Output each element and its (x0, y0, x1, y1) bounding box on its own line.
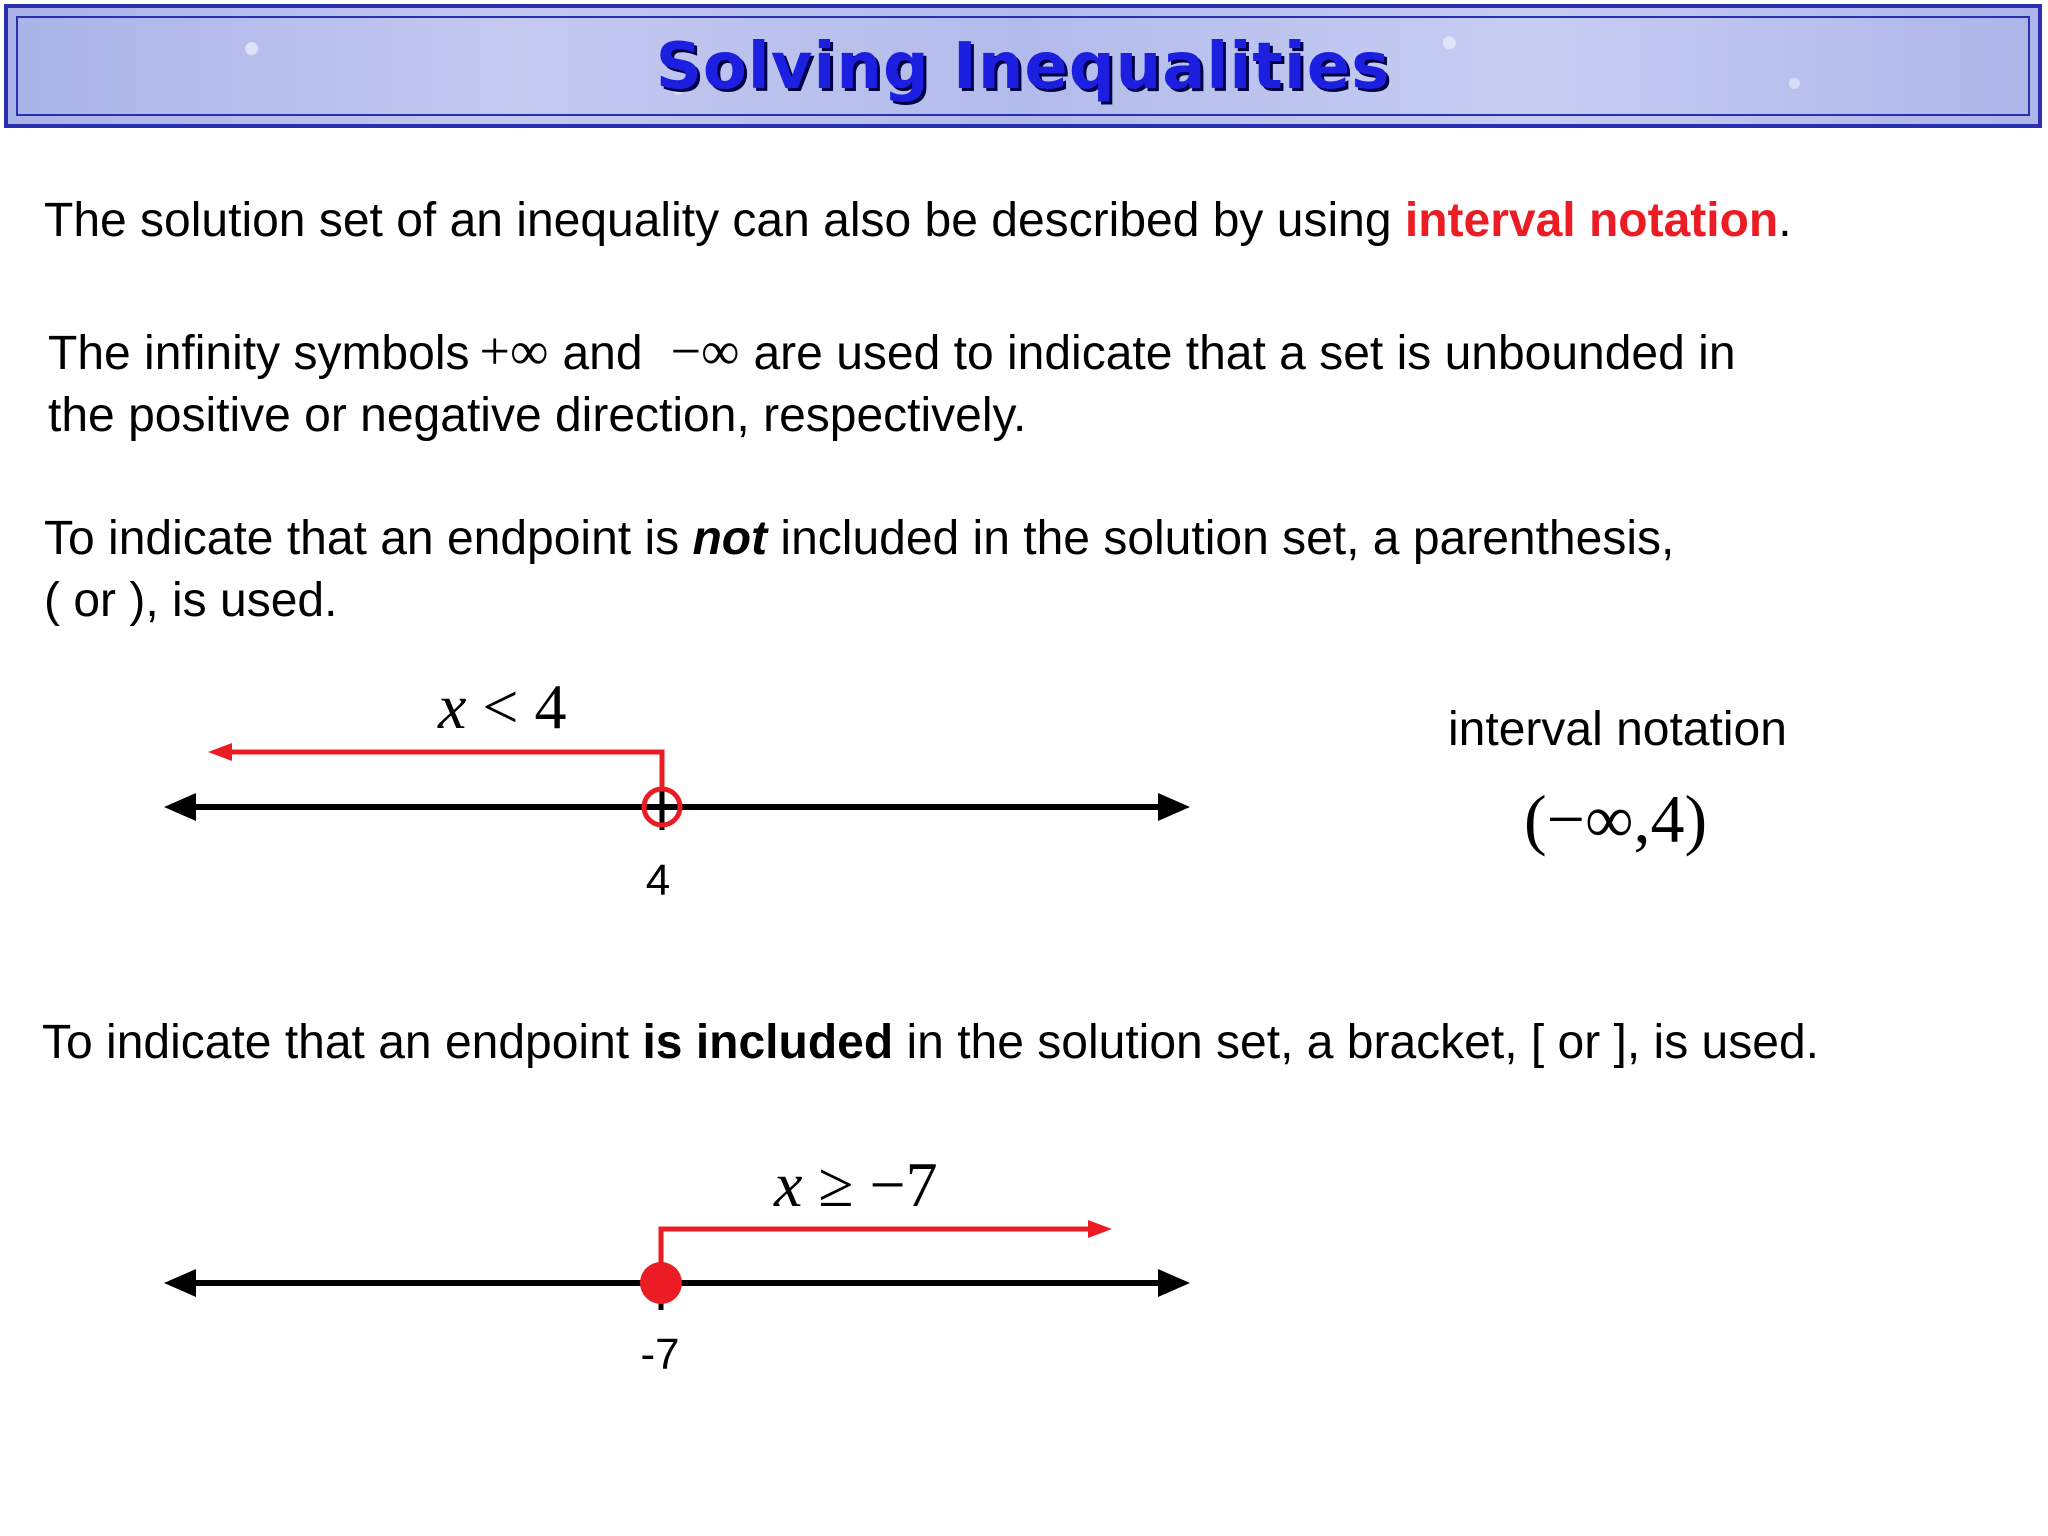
plus-infinity-symbol: +∞ (479, 321, 549, 381)
closed-endpoint-dot (640, 1262, 682, 1304)
intro-text: The solution set of an inequality can also be described by using (44, 194, 1405, 247)
variable-x-2: x (774, 1149, 803, 1220)
variable-x-1: x (438, 671, 467, 742)
not-included-text-2: included in the solution set, a parenthesis, (767, 512, 1675, 565)
tick-label-4: 4 (645, 856, 671, 905)
not-included-line-2: ( or ), is used. (44, 574, 338, 627)
included-text-2: in the solution set, a bracket, [ or ], is used. (893, 1016, 1819, 1069)
not-emphasis: not (692, 512, 768, 565)
tick-label-neg7: -7 (640, 1330, 680, 1379)
infinity-text-3: are used to indicate that a set is unbounded in (753, 327, 1736, 380)
interval-notation-value: (−∞,4) (1524, 781, 1708, 857)
slide-title: Solving Inequalities (655, 30, 1391, 104)
inequality-rhs-1: < 4 (466, 671, 567, 742)
right-arrowhead-1 (1158, 793, 1190, 821)
minus-infinity-symbol: −∞ (670, 321, 740, 381)
left-arrowhead-1 (164, 793, 196, 821)
solution-ray-arrowhead-1 (208, 743, 232, 761)
solution-ray-right (661, 1229, 1092, 1262)
infinity-text-and: and (562, 327, 643, 380)
number-line-1 (164, 743, 1190, 830)
intro-period: . (1778, 194, 1792, 247)
infinity-text-1: The infinity symbols (48, 327, 470, 380)
number-line-2 (164, 1220, 1190, 1310)
infinity-line-2: the positive or negative direction, respectively. (48, 389, 1027, 442)
interval-notation-caption: interval notation (1448, 703, 1787, 756)
right-arrowhead-2 (1158, 1269, 1190, 1297)
solution-ray-arrowhead-2 (1088, 1220, 1112, 1238)
interval-notation-highlight: interval notation (1404, 194, 1779, 247)
included-text-1: To indicate that an endpoint (42, 1016, 643, 1069)
left-arrowhead-2 (164, 1269, 196, 1297)
not-included-text-1: To indicate that an endpoint is (44, 512, 693, 565)
solution-ray-left (230, 752, 662, 787)
inequality-rhs-2: ≥ −7 (802, 1149, 938, 1220)
is-included-emphasis: is included (642, 1016, 894, 1069)
